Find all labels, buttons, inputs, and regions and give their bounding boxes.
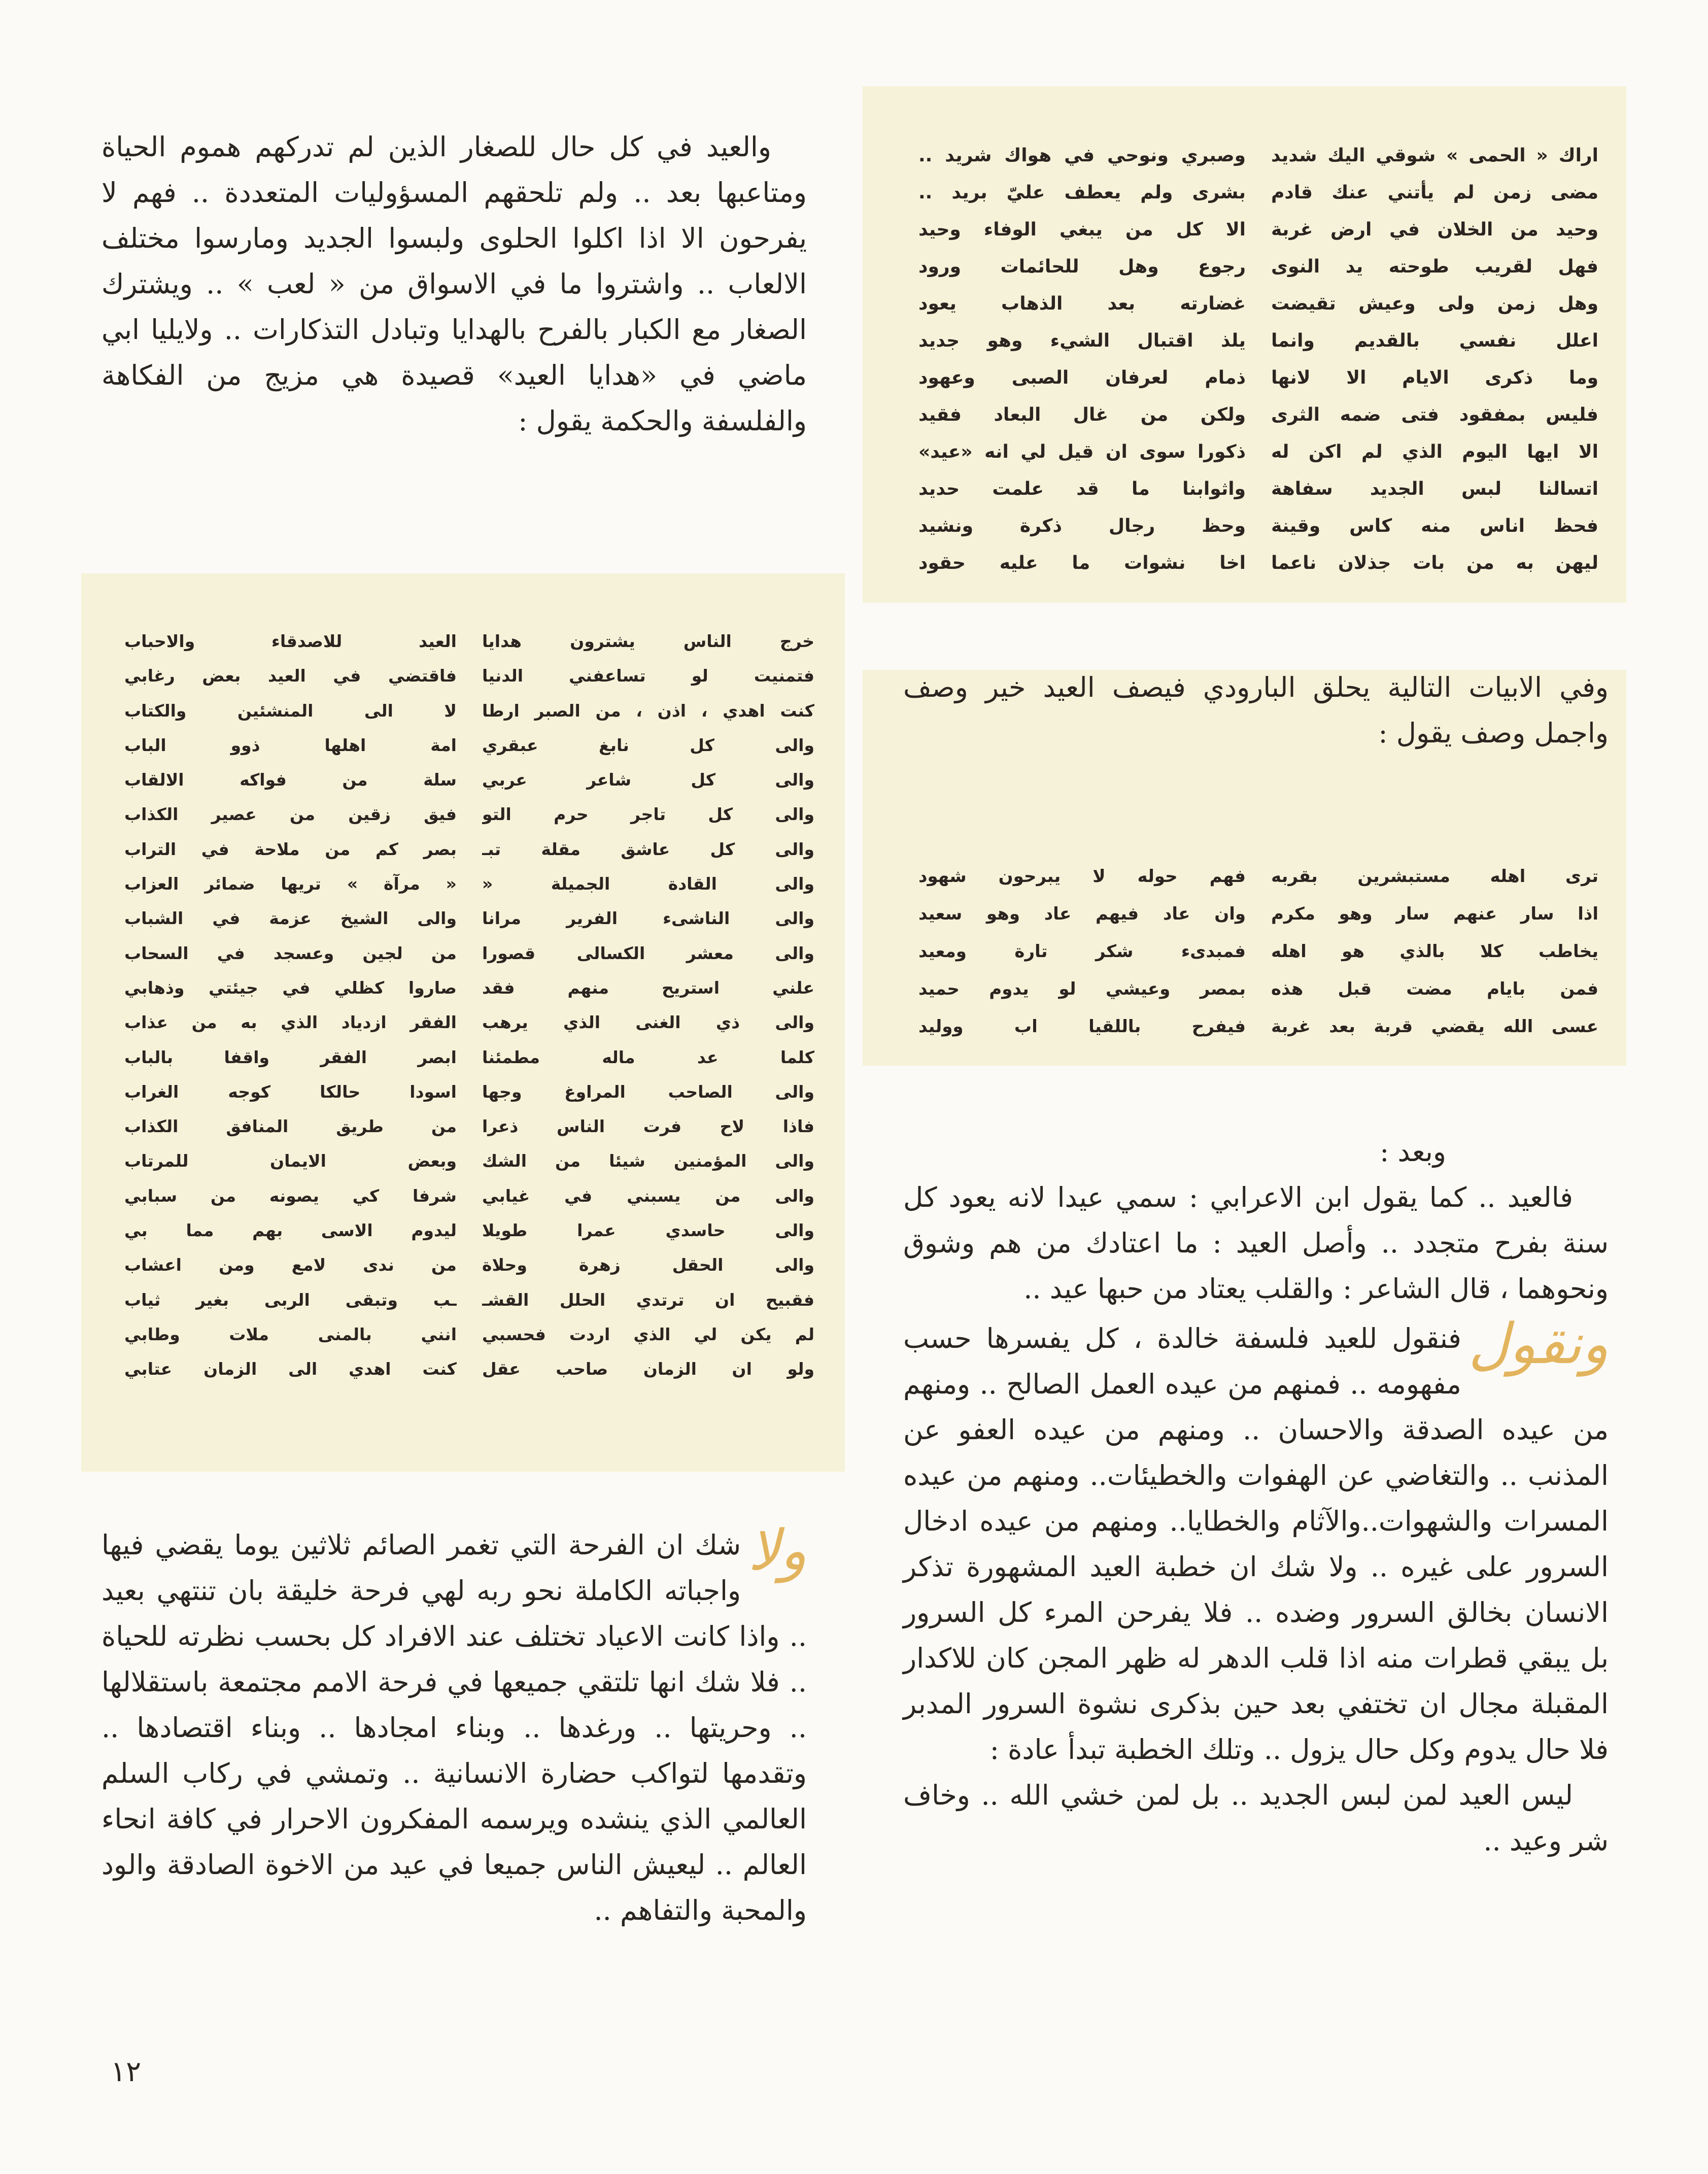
verse-line: « مرآة » تريها ضمائر العزاب xyxy=(124,874,457,894)
verse-line: والى الحقل زهرة وحلاة xyxy=(482,1255,814,1275)
verse-line: فاقتضي في العيد بعض رغابي xyxy=(124,666,457,686)
paragraph: ليس العيد لمن لبس الجديد .. بل لمن خشي الله .. وخاف شر وعيد .. xyxy=(903,1779,1609,1857)
poem-a-right-hemistichs xyxy=(1271,137,1598,582)
paragraph-text: فنقول للعيد فلسفة خالدة ، كل يفسرها حسب مفهومه .. فمنهم من عيده العمل الصالح .. ومنهم من عيده الصدقة والاحسان .. ومنهم من عيده العفو عن المذنب .. والتغاضي عن الهفوات والخطيئات.. ومنهم من عيده المسرات والشهوات..والآثام والخطايا.. ومنهم من عيده ادخال السرور على غيره .. ولا شك ان خطبة العيد المشهورة تذكر الانسان بخالق السرور وضده .. فلا يفرحن المرء كل السرور بل يبقي قطرات منه اذا قلب الدهر له ظهر المجن كان للاكدار المقبلة مجال ان تختفي بعد حين بذكرى نشوة السرور المدبر فلا حال يدوم وكل حال يزول .. وتلك الخطبة تبدأ عادة : xyxy=(903,1322,1609,1765)
verse-line: شرفا كي يصونه من سبابي xyxy=(124,1185,457,1206)
verse-line: ابصر الفقر واقفا بالباب xyxy=(124,1047,457,1067)
verse-line: الا كل من يبغي الوفاء وحيد xyxy=(918,219,1246,240)
paragraph xyxy=(101,1518,807,1933)
verse-line: امة اهلها ذوو الباب xyxy=(124,735,457,755)
right-column-body xyxy=(903,1129,1609,1864)
left-top-body xyxy=(101,124,807,444)
verse-line: وان عاد فيهم عاد وهو سعيد xyxy=(918,904,1246,924)
verse-line: خرج الناس يشترون هدايا xyxy=(482,631,814,651)
page-number: ١٢ xyxy=(111,2055,142,2088)
verse-line: بصر كم من ملاحة في التراب xyxy=(124,839,457,859)
verse-line: فاذا لاح فرت الناس ذعرا xyxy=(482,1116,814,1137)
verse-line: والى القادة الجميلة « xyxy=(482,874,814,894)
paragraph xyxy=(903,1311,1609,1773)
verse-line: والى حاسدي عمرا طويلا xyxy=(482,1220,814,1241)
verse-line: والى كل عاشق مقلة تبـ xyxy=(482,839,814,859)
verse-line: والى كل شاعر عربي xyxy=(482,770,814,790)
verse-line: صاروا كظلي في جيئتي وذهابي xyxy=(124,977,457,998)
poem-b-right-hemistichs xyxy=(1271,858,1598,1045)
section-heading: وبعد : xyxy=(1380,1136,1446,1168)
decorative-initial: ولا xyxy=(748,1518,807,1583)
verse-line: لم يكن لي الذي اردت فحسبي xyxy=(482,1324,814,1344)
verse-line: فهل لقريب طوحته يد النوى xyxy=(1271,256,1598,277)
verse-line: والى من يسبني في غيابي xyxy=(482,1185,814,1206)
verse-line: اتسالنا لبس الجديد سفاهة xyxy=(1271,479,1598,499)
verse-line: الا ايها اليوم الذي لم اكن له xyxy=(1271,441,1598,462)
verse-line: العيد للاصدقاء والاحباب xyxy=(124,631,457,651)
verse-line: والى معشر الكسالى قصورا xyxy=(482,943,814,963)
verse-line: فتمنيت لو تساعفني الدنيا xyxy=(482,666,814,686)
paragraph: فالعيد .. كما يقول ابن الاعرابي : سمي عيدا لانه يعود كل سنة بفرح متجدد .. وأصل العيد : ما اعتادك من هم وشوق ونحوهما ، قال الشاعر : والقلب يعتاد من حبها عيد .. xyxy=(903,1181,1609,1305)
verse-line: كنت اهدي الى الزمان عتابي xyxy=(124,1359,457,1379)
verse-line: اعلل نفسي بالقديم وانما xyxy=(1271,330,1598,351)
verse-line: بشرى ولم يعطف عليّ بريد .. xyxy=(918,182,1246,203)
poem-c-right-hemistichs xyxy=(482,624,814,1387)
verse-line: من ندى لامع ومن اعشاب xyxy=(124,1255,457,1275)
verse-line: وهل زمن ولى وعيش تقيضت xyxy=(1271,293,1598,314)
verse-line: فيق زقين من عصير الكذاب xyxy=(124,804,457,825)
verse-line: واثوابنا ما قد علمت حديد xyxy=(918,479,1246,499)
verse-line: كلما عد ماله مطمئنا xyxy=(482,1047,814,1067)
verse-line: لا الى المنشئين والكتاب xyxy=(124,700,457,721)
verse-line: وما ذكرى الايام الا لانها xyxy=(1271,367,1598,388)
poem-b xyxy=(918,858,1598,1045)
verse-line: بمصر وعيشي لو يدوم حميد xyxy=(918,979,1246,999)
verse-line: ذمام لعرفان الصبى وعهود xyxy=(918,367,1246,388)
verse-line: ليهن به من بات جذلان ناعما xyxy=(1271,553,1598,573)
verse-line: والى ذي الغنى الذي يرهب xyxy=(482,1012,814,1033)
verse-line: فهم حوله لا يبرحون شهود xyxy=(918,866,1246,887)
verse-line: اخا نشوات ما عليه حقود xyxy=(918,553,1246,573)
verse-line: والى الناشىء الفرير مرانا xyxy=(482,908,814,929)
verse-line: من لجين وعسجد في السحاب xyxy=(124,943,457,963)
verse-line: ولكن من غال البعاد فقيد xyxy=(918,404,1246,425)
verse-line: يلذ اقتبال الشيء وهو جديد xyxy=(918,330,1246,351)
verse-line: ولو ان الزمان صاحب عقل xyxy=(482,1359,814,1379)
verse-line: من طريق المنافق الكذاب xyxy=(124,1116,457,1137)
verse-line: والى الصاحب المراوغ وجها xyxy=(482,1081,814,1102)
verse-line: فمن بايام مضت قبل هذه xyxy=(1271,979,1598,999)
paragraph: وفي الابيات التالية يحلق البارودي فيصف العيد خير وصف واجمل وصف يقول : xyxy=(903,671,1609,749)
verse-line: اراك « الحمى » شوقي اليك شديد xyxy=(1271,145,1598,166)
verse-line: ترى اهله مستبشرين بقربه xyxy=(1271,866,1598,887)
verse-line: والى الشيخ عزمة في الشباب xyxy=(124,908,457,929)
paragraph-text: شك ان الفرحة التي تغمر الصائم ثلاثين يوما يقضي فيها واجباته الكاملة نحو ربه لهي فرحة خليقة بان تنتهي بعيد .. واذا كانت الاعياد تختلف عند الافراد كل بحسب نظرته للحياة .. فلا شك انها تلتقي جميعها في فرحة الامم مجتمعة باستقلالها .. وحريتها .. ورغدها .. وبناء امجادها .. وبناء اقتصادها .. وتقدمها لتواكب حضارة الانسانية .. وتمشي في ركاب السلم العالمي الذي ينشده ويرسمه المفكرون الاحرار في كافة انحاء العالم .. ليعيش الناس جميعا في عيد من الاخوة الصادقة والود والمحبة والتفاهم .. xyxy=(101,1529,807,1926)
verse-line: والى كل نابغ عبقري xyxy=(482,735,814,755)
verse-line: مضى زمن لم يأتني عنك قادم xyxy=(1271,182,1598,203)
verse-line: سلة من فواكه الالقاب xyxy=(124,770,457,790)
paragraph: والعيد في كل حال للصغار الذين لم تدركهم هموم الحياة ومتاعبها بعد .. ولم تلحقهم المسؤوليات المتعددة .. فهم لا يفرحون الا اذا اكلوا الحلوى ولبسوا الجديد ومارسوا مختلف الالعاب .. واشتروا ما في الاسواق من « لعب » .. ويشترك الصغار مع الكبار بالفرح بالهدايا وتبادل التذكارات .. ولايليا ابي ماضي في «هدايا العيد» قصيدة هي مزيج من الفكاهة والفلسفة والحكمة يقول : xyxy=(101,131,807,437)
verse-line: يخاطب كلا بالذي هو اهله xyxy=(1271,941,1598,962)
verse-line: الفقر ازدياد الذي به من عذاب xyxy=(124,1012,457,1033)
verse-line: كنت اهدي ، اذن ، من الصبر ارطا xyxy=(482,700,814,721)
verse-line: فقبيح ان ترتدي الحلل القشـ xyxy=(482,1289,814,1310)
verse-line: اسودا حالكا كوجه الغراب xyxy=(124,1081,457,1102)
verse-line: فليس بمفقود فتى ضمه الثرى xyxy=(1271,404,1598,425)
verse-line: عسى الله يقضي قربة بعد غربة xyxy=(1271,1016,1598,1037)
verse-line: اذا سار عنهم سار وهو مكرم xyxy=(1271,904,1598,924)
verse-line: رجوع وهل للحائمات ورود xyxy=(918,256,1246,277)
barudi-intro xyxy=(903,665,1609,756)
verse-line: وحظ رجال ذكرة ونشيد xyxy=(918,516,1246,536)
verse-line: والى كل تاجر حرم التو xyxy=(482,804,814,825)
verse-line: ذكورا سوى ان قيل لي انه «عيد» xyxy=(918,441,1246,462)
verse-line: وصبري ونوحي في هواك شريد .. xyxy=(918,145,1246,166)
verse-line: فيفرح باللقيا اب ووليد xyxy=(918,1016,1246,1037)
verse-line: علني استريح منهم فقد xyxy=(482,977,814,998)
poem-a-left-hemistichs xyxy=(918,137,1246,582)
verse-line: ليدوم الاسى بهم مما بي xyxy=(124,1220,457,1241)
poem-a xyxy=(918,137,1598,582)
verse-line: غضارته بعد الذهاب يعود xyxy=(918,293,1246,314)
verse-line: وبعض الايمان للمرتاب xyxy=(124,1151,457,1171)
poem-c-left-hemistichs xyxy=(124,624,457,1387)
verse-line: فمبدىء شكر تارة ومعيد xyxy=(918,941,1246,962)
verse-line: وحيد من الخلان في ارض غربة xyxy=(1271,219,1598,240)
poem-b-left-hemistichs xyxy=(918,858,1246,1045)
poem-c xyxy=(124,624,814,1387)
decorative-initial: ونقول xyxy=(1468,1311,1609,1376)
left-bottom-body xyxy=(101,1518,807,1933)
verse-line: والى المؤمنين شيئا من الشك xyxy=(482,1151,814,1171)
verse-line: انني بالمنى ملات وطابي xyxy=(124,1324,457,1344)
verse-line: فحظ اناس منه كاس وقينة xyxy=(1271,516,1598,536)
verse-line: ـب وتبقى الربى بغير ثياب xyxy=(124,1289,457,1310)
